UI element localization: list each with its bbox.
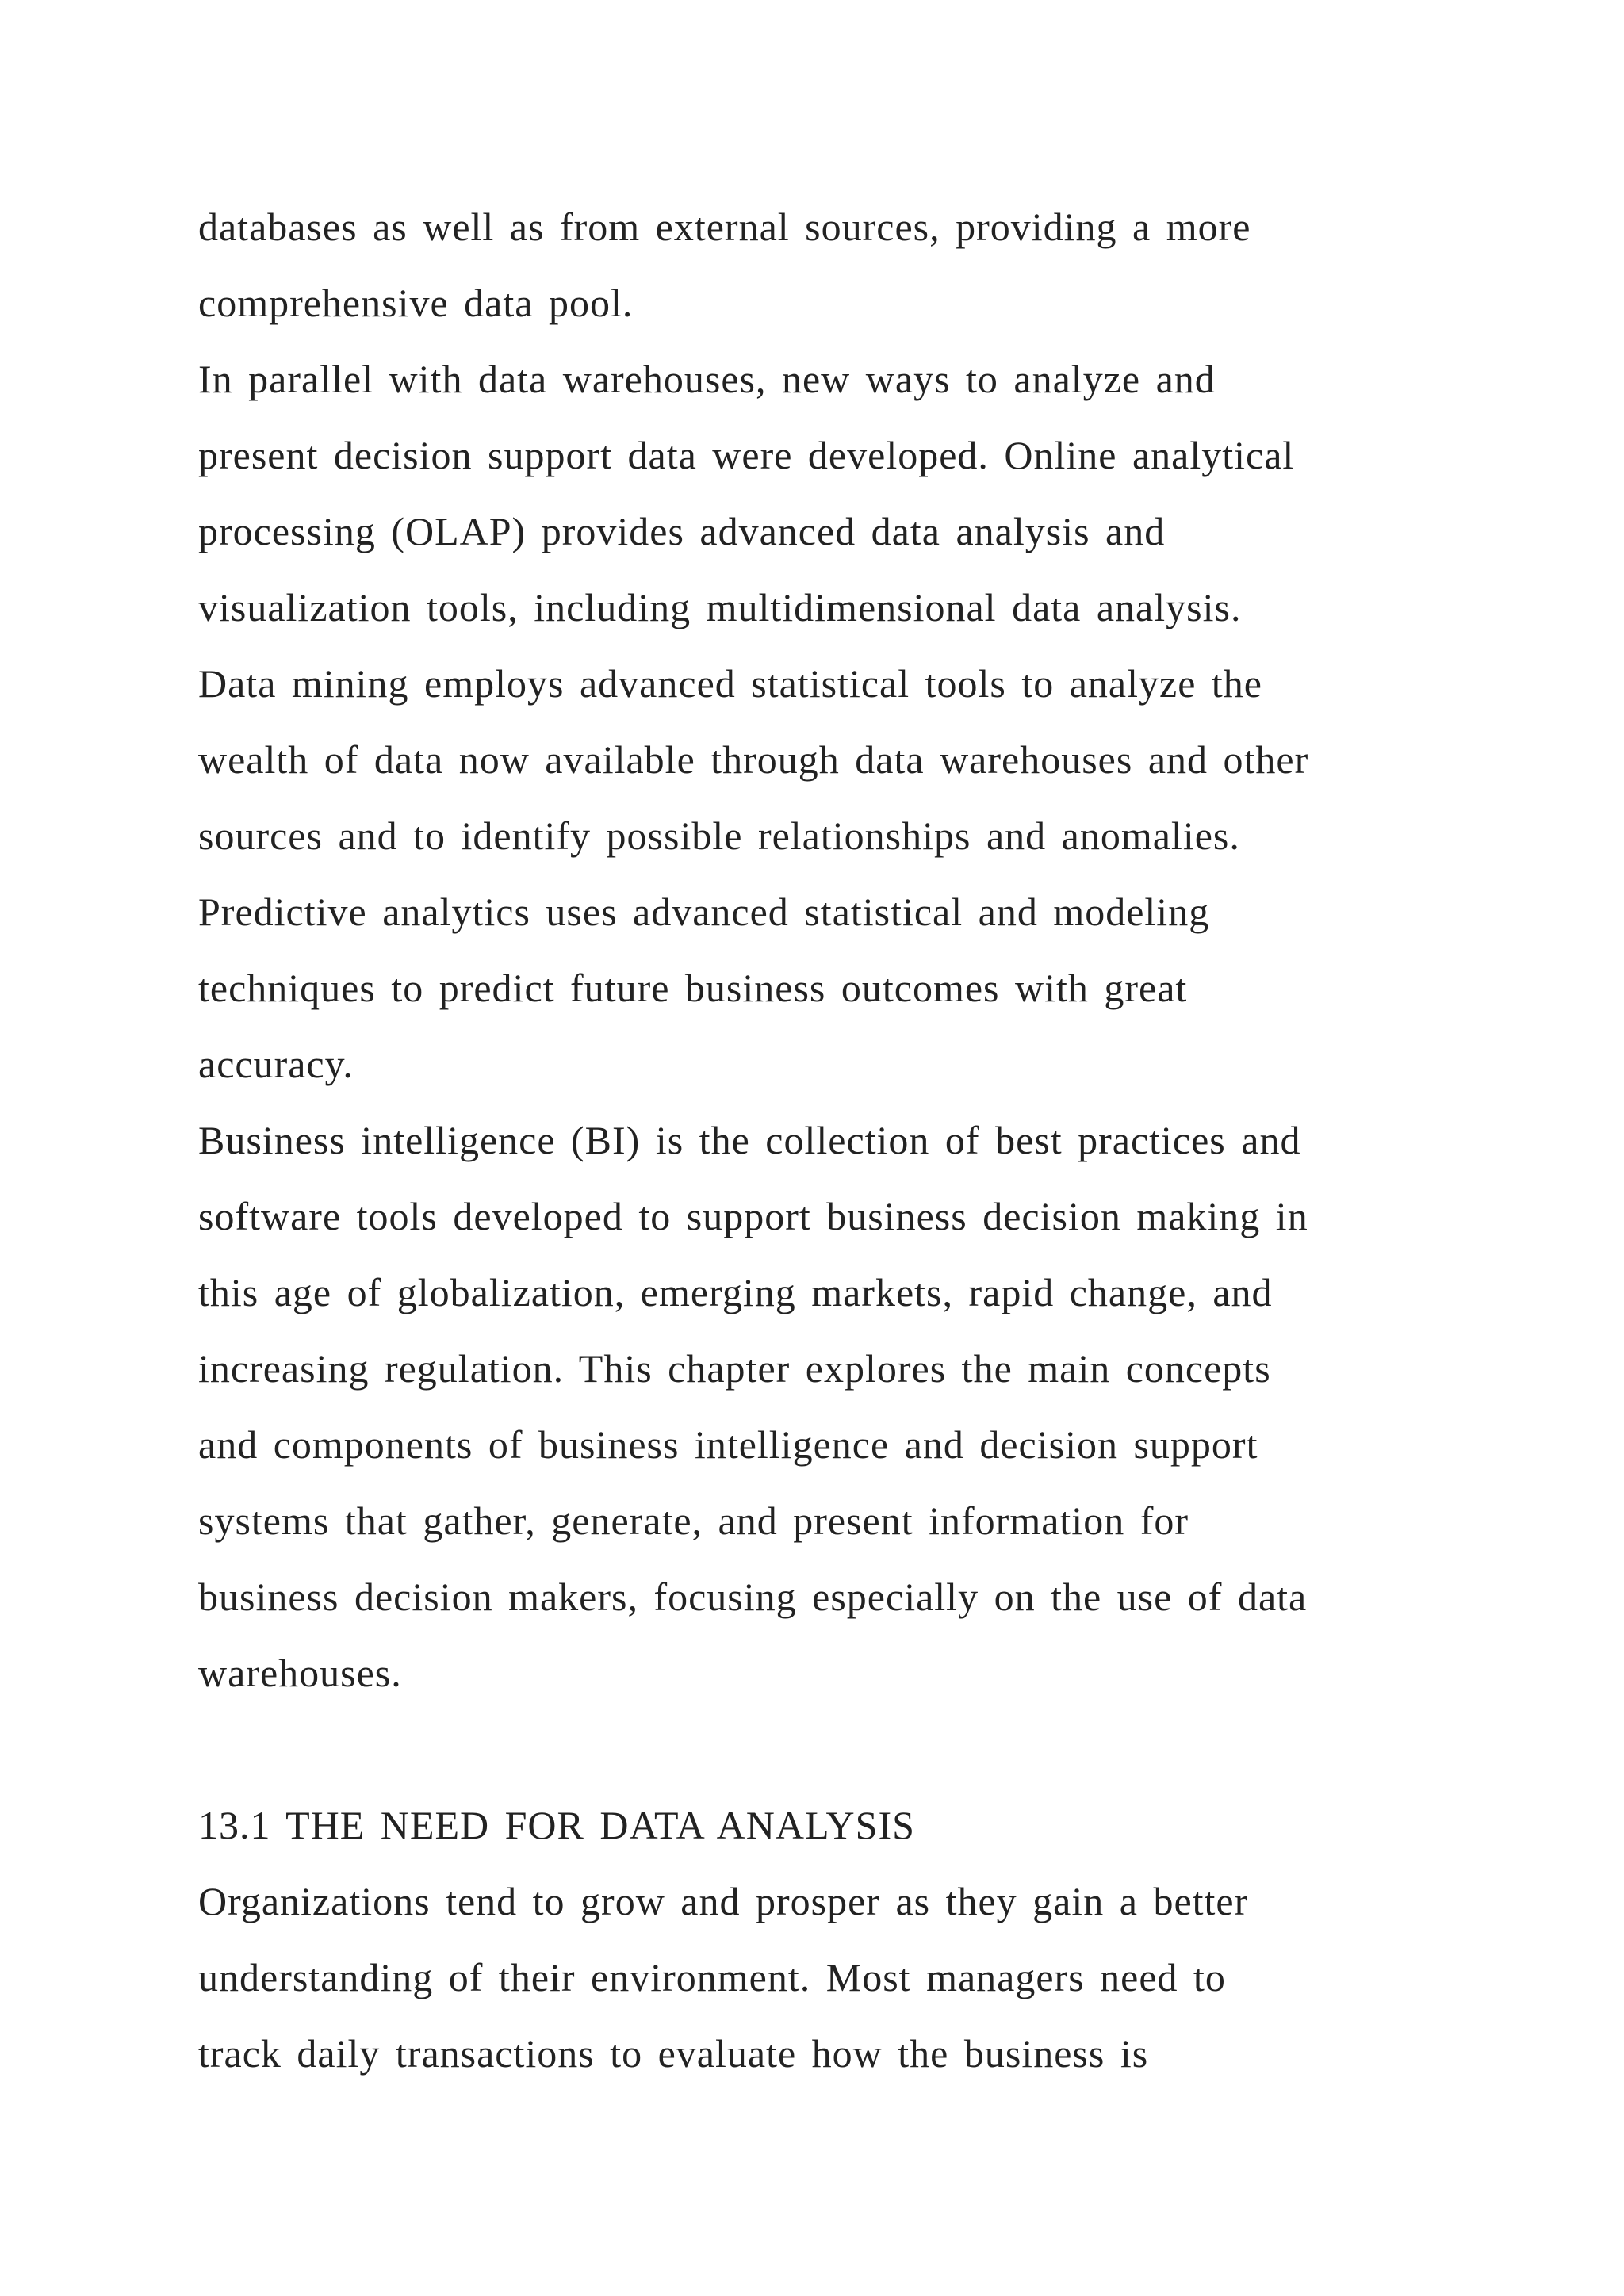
text-line: systems that gather, generate, and present information for	[198, 1498, 1189, 1543]
section-heading: 13.1 THE NEED FOR DATA ANALYSIS	[198, 1803, 915, 1847]
text-line: understanding of their environment. Most managers need to	[198, 1955, 1226, 1999]
text-line: sources and to identify possible relationships and anomalies.	[198, 813, 1240, 858]
paragraph-business-intelligence	[198, 1102, 1451, 1711]
text-line: wealth of data now available through data warehouses and other	[198, 737, 1309, 782]
text-line: this age of globalization, emerging markets, rapid change, and	[198, 1270, 1273, 1314]
paragraph-need-for-analysis	[198, 1863, 1451, 2091]
paragraph-olap	[198, 341, 1451, 1102]
text-line: Business intelligence (BI) is the collection of best practices and	[198, 1118, 1301, 1162]
paragraph-continuation	[198, 189, 1451, 341]
text-line: Predictive analytics uses advanced statistical and modeling	[198, 890, 1210, 934]
text-line: increasing regulation. This chapter explores the main concepts	[198, 1346, 1271, 1391]
text-line: software tools developed to support business decision making in	[198, 1194, 1308, 1238]
text-line: present decision support data were developed. Online analytical	[198, 433, 1295, 477]
text-line: Data mining employs advanced statistical tools to analyze the	[198, 661, 1262, 706]
text-line: business decision makers, focusing especially on the use of data	[198, 1575, 1308, 1619]
text-line: track daily transactions to evaluate how the business is	[198, 2031, 1149, 2076]
text-line: processing (OLAP) provides advanced data analysis and	[198, 509, 1166, 553]
text-line: visualization tools, including multidimensional data analysis.	[198, 585, 1242, 629]
text-line: In parallel with data warehouses, new ways to analyze and	[198, 357, 1216, 401]
text-line: Organizations tend to grow and prosper as they gain a better	[198, 1879, 1249, 1923]
text-line: accuracy.	[198, 1042, 354, 1086]
text-line: warehouses.	[198, 1651, 402, 1695]
text-line: databases as well as from external sources, providing a more	[198, 205, 1251, 249]
text-line: comprehensive data pool.	[198, 281, 634, 325]
body-text	[198, 189, 1451, 2091]
text-line: and components of business intelligence and decision support	[198, 1422, 1258, 1467]
text-line: techniques to predict future business outcomes with great	[198, 966, 1188, 1010]
